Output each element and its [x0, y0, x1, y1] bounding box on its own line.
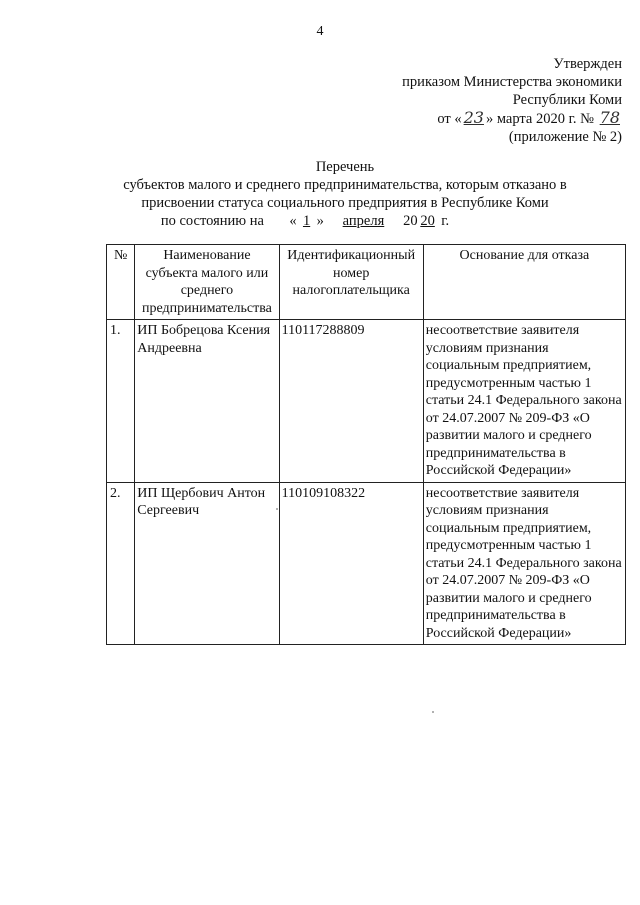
- date-middle: » марта 2020 г. №: [485, 111, 595, 127]
- approval-date-line: [262, 109, 622, 128]
- refusal-table: [106, 244, 626, 645]
- quote-open: «: [289, 213, 297, 229]
- as-of-day: 1: [302, 213, 311, 229]
- header-number: №: [107, 245, 135, 320]
- heading-subtitle-1: субъектов малого и среднего предпринимательства, которым отказано в: [123, 177, 567, 193]
- header-inn: Идентификационный номер налогоплательщика: [279, 245, 423, 320]
- year-prefix: 20: [403, 213, 418, 229]
- header-reason: Основание для отказа: [423, 245, 625, 320]
- row-number: 2.: [107, 482, 135, 645]
- approval-line-1: Утвержден: [553, 56, 622, 72]
- date-prefix: от «: [437, 111, 462, 127]
- row-inn: 110117288809: [279, 320, 423, 483]
- table-header-row: [107, 245, 626, 320]
- heading-title: Перечень: [315, 159, 375, 175]
- approval-block: [262, 55, 622, 146]
- header-name: Наименование субъекта малого или среднего предпринимательства: [135, 245, 279, 320]
- handwritten-order-number: 78: [599, 108, 620, 127]
- table-row: [107, 320, 626, 483]
- heading-subtitle-2: присвоении статуса социального предприятия в Республике Коми: [141, 195, 549, 211]
- year-suffix: 20: [420, 213, 435, 229]
- row-inn: 110109108322: [279, 482, 423, 645]
- scan-speck: [276, 508, 278, 510]
- year-unit: г.: [441, 213, 450, 229]
- row-reason: несоответствие заявителя условиям признания социальным предприятием, предусмотренным частью 1 статьи 24.1 Федерального закона от 24.07.2007 № 209-ФЗ «О развитии малого и среднего предпринимательства в Российской Федерации»: [423, 320, 625, 483]
- page-number: 4: [316, 24, 324, 39]
- heading-as-of-line: [60, 212, 630, 230]
- row-reason: несоответствие заявителя условиям признания социальным предприятием, предусмотренным частью 1 статьи 24.1 Федерального закона от 24.07.2007 № 209-ФЗ «О развитии малого и среднего предпринимательства в Российской Федерации»: [423, 482, 625, 645]
- as-of-month: апреля: [342, 213, 385, 229]
- handwritten-day: 23: [463, 108, 484, 127]
- document-heading: [60, 158, 630, 230]
- row-name: ИП Щербович Антон Сергеевич: [135, 482, 279, 645]
- as-of-label: по состоянию на: [160, 213, 264, 229]
- scan-speck: [432, 711, 434, 713]
- row-number: 1.: [107, 320, 135, 483]
- row-name: ИП Бобрецова Ксения Андреевна: [135, 320, 279, 483]
- approval-appendix: (приложение № 2): [508, 129, 622, 145]
- approval-line-2: приказом Министерства экономики: [402, 74, 622, 90]
- table-row: [107, 482, 626, 645]
- quote-close: »: [316, 213, 324, 229]
- approval-line-3: Республики Коми: [512, 92, 622, 108]
